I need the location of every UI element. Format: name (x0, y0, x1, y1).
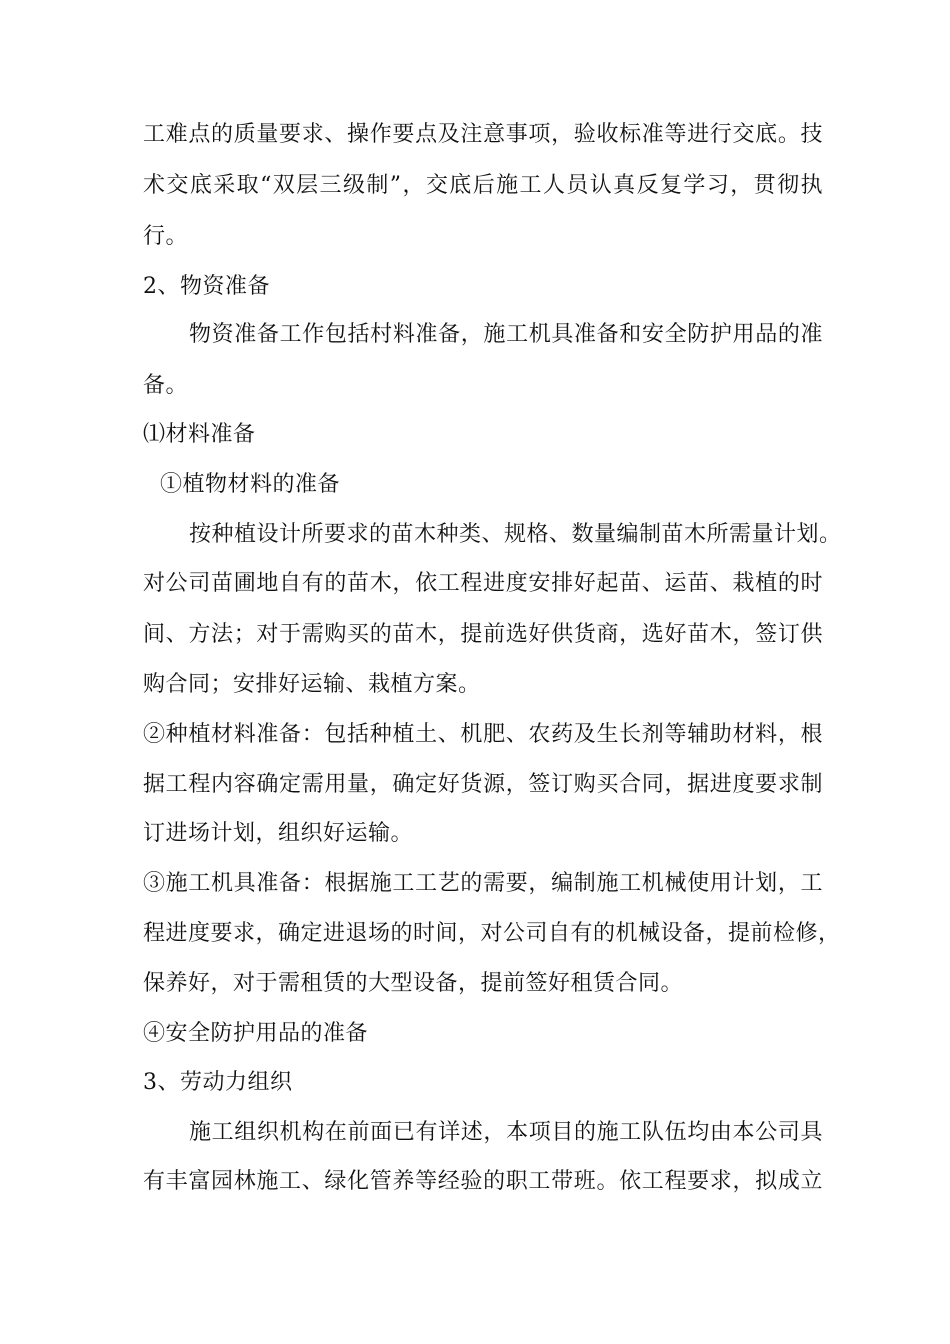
body-text-line: 有丰富园林施工、绿化管养等经验的职工带班。依工程要求，拟成立 (143, 1169, 823, 1194)
body-text-line: 术交底采取“双层三级制”，交底后施工人员认真反复学习，贯彻执 (143, 173, 823, 198)
body-text-line: 据工程内容确定需用量，确定好货源，签订购买合同，据进度要求制 (143, 772, 823, 797)
section-heading: 2、物资准备 (143, 274, 270, 299)
list-item-line: ②种植材料准备：包括种植土、机肥、农药及生长剂等辅助材料，根 (143, 722, 823, 747)
body-text-line: 购合同；安排好运输、栽植方案。 (143, 672, 481, 697)
body-text-line: 订进场计划，组织好运输。 (143, 821, 414, 846)
body-text-line: 行。 (143, 224, 189, 249)
body-text-line: 间、方法；对于需购买的苗木，提前选好供货商，选好苗木，签订供 (143, 622, 823, 647)
body-text-line: 备。 (143, 373, 189, 398)
item-heading: ①植物材料的准备 (160, 472, 341, 497)
paragraph-first-line: 按种植设计所要求的苗木种类、规格、数量编制苗木所需量计划。 (189, 522, 842, 547)
list-item-line: ③施工机具准备：根据施工工艺的需要，编制施工机械使用计划，工 (143, 871, 823, 896)
body-text-line: 保养好，对于需租赁的大型设备，提前签好租赁合同。 (143, 971, 684, 996)
subsection-heading: ⑴材料准备 (143, 422, 256, 447)
section-heading: 3、劳动力组织 (143, 1070, 293, 1095)
body-text-line: 程进度要求，确定进退场的时间，对公司自有的机械设备，提前检修， (143, 921, 841, 946)
list-item-line: ④安全防护用品的准备 (143, 1021, 369, 1046)
body-text-line: 工难点的质量要求、操作要点及注意事项，验收标准等进行交底。技 (143, 122, 823, 147)
body-text-line: 对公司苗圃地自有的苗木，依工程进度安排好起苗、运苗、栽植的时 (143, 571, 823, 596)
paragraph-first-line: 施工组织机构在前面已有详述，本项目的施工队伍均由本公司具 (189, 1120, 823, 1145)
paragraph-first-line: 物资准备工作包括村料准备，施工机具准备和安全防护用品的准 (189, 322, 823, 347)
